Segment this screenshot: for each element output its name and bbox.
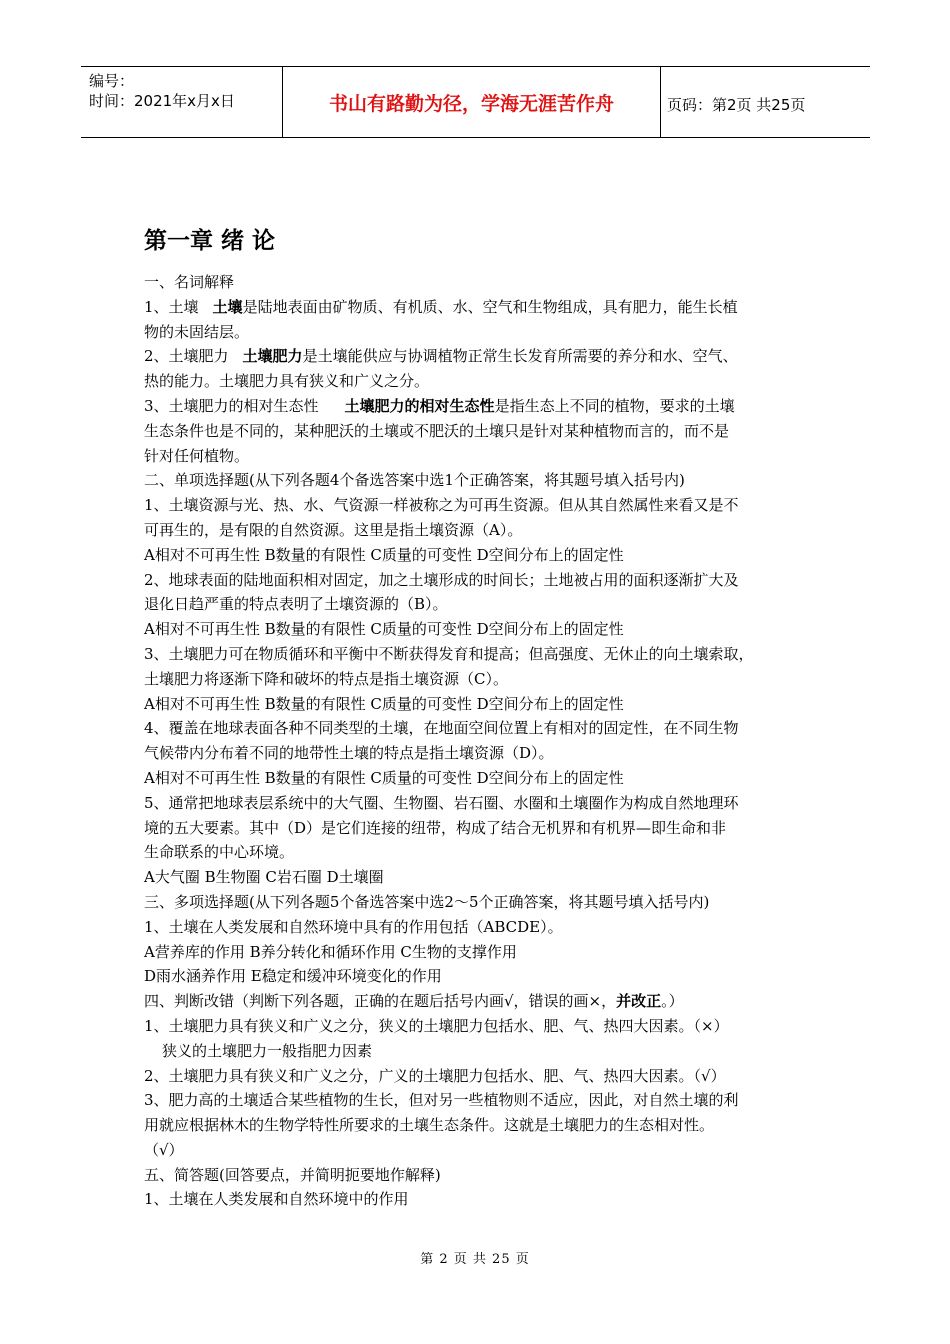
definition-3: 3、土壤肥力的相对生态性 土壤肥力的相对生态性是指生态上不同的植物，要求的土壤 xyxy=(144,396,735,415)
document-body xyxy=(144,222,824,1212)
question-text: 3、土壤肥力可在物质循环和平衡中不断获得发育和提高；但高强度、无休止的向土壤索取， xyxy=(144,644,754,663)
question-text: 2、地球表面的陆地面积相对固定，加之土壤形成的时间长；土地被占用的面积逐渐扩大及 xyxy=(144,570,739,589)
question-text: 1、土壤资源与光、热、水、气资源一样被称之为可再生资源。但从其自然属性来看又是不 xyxy=(144,496,739,515)
definition-3-cont: 生态条件也是不同的，某种肥沃的土壤或不肥沃的土壤只是针对某种植物而言的，而不是 xyxy=(144,421,730,440)
header-motto: 书山有路勤为径，学海无涯苦作舟 xyxy=(282,67,661,137)
definition-2: 2、土壤肥力 土壤肥力是土壤能供应与协调植物正常生长发育所需要的养分和水、空气、 xyxy=(144,347,738,366)
definition-3-cont: 针对任何植物。 xyxy=(144,446,250,465)
header-meta-cell xyxy=(81,67,281,137)
question-text: 土壤肥力将逐渐下降和破坏的特点是指土壤资源（C）。 xyxy=(144,669,508,688)
question-text: 4、覆盖在地球表面各种不同类型的土壤，在地面空间位置上有相对的固定性，在不同生物 xyxy=(144,719,739,738)
document-header xyxy=(81,66,870,138)
judgement-item: 1、土壤肥力具有狭义和广义之分，狭义的土壤肥力包括水、肥、气、热四大因素。（×） xyxy=(144,1016,729,1035)
page-footer: 第 2 页 共 25 页 xyxy=(420,1252,530,1267)
section-heading-single-choice: 二、单项选择题(从下列各题4个备选答案中选1个正确答案，将其题号填入括号内) xyxy=(144,471,685,490)
judgement-item: 用就应根据林木的生物学特性所要求的土壤生态条件。这就是土壤肥力的生态相对性。 xyxy=(144,1116,715,1135)
question-text: 可再生的，是有限的自然资源。这里是指土壤资源（A）。 xyxy=(144,520,523,539)
question-options: A营养库的作用 B养分转化和循环作用 C生物的支撑作用 xyxy=(144,942,517,961)
judgement-item: 2、土壤肥力具有狭义和广义之分，广义的土壤肥力包括水、肥、气、热四大因素。（√） xyxy=(144,1066,726,1085)
question-options: A相对不可再生性 B数量的有限性 C质量的可变性 D空间分布上的固定性 xyxy=(144,694,624,713)
date-label: 时间：2021年x月x日 xyxy=(89,92,235,110)
question-options: A相对不可再生性 B数量的有限性 C质量的可变性 D空间分布上的固定性 xyxy=(144,545,624,564)
question-text: 生命联系的中心环境。 xyxy=(144,843,295,862)
question-text: 境的五大要素。其中（D）是它们连接的纽带，构成了结合无机界和有机界—即生命和非 xyxy=(144,818,727,837)
definition-2-cont: 热的能力。土壤肥力具有狭义和广义之分。 xyxy=(144,372,430,391)
section-heading-judgement: 四、判断改错（判断下列各题，正确的在题后括号内画√，错误的画×，并改正。） xyxy=(144,992,684,1011)
question-options: A相对不可再生性 B数量的有限性 C质量的可变性 D空间分布上的固定性 xyxy=(144,620,624,639)
definition-1: 1、土壤 土壤是陆地表面由矿物质、有机质、水、空气和生物组成，具有肥力，能生长植 xyxy=(144,297,738,316)
question-options: D雨水涵养作用 E稳定和缓冲环境变化的作用 xyxy=(144,967,442,986)
header-page-info: 页码：第2页 共25页 xyxy=(667,96,806,114)
code-label: 编号： xyxy=(89,72,135,90)
section-heading-definitions: 一、名词解释 xyxy=(144,273,235,291)
judgement-item: （√） xyxy=(144,1140,184,1159)
question-options: A大气圈 B生物圈 C岩石圈 D土壤圈 xyxy=(144,868,384,887)
chapter-title: 第一章 绪 论 xyxy=(144,228,276,254)
section-heading-multi-choice: 三、多项选择题(从下列各题5个备选答案中选2～5个正确答案，将其题号填入括号内) xyxy=(144,892,710,911)
question-text: 1、土壤在人类发展和自然环境中具有的作用包括（ABCDE）。 xyxy=(144,917,563,936)
question-text: 退化日趋严重的特点表明了土壤资源的（B）。 xyxy=(144,595,448,614)
question-options: A相对不可再生性 B数量的有限性 C质量的可变性 D空间分布上的固定性 xyxy=(144,768,624,787)
question-text: 气候带内分布着不同的地带性土壤的特点是指土壤资源（D）。 xyxy=(144,744,554,763)
judgement-correction: 狭义的土壤肥力一般指肥力因素 xyxy=(162,1041,373,1060)
question-text: 5、通常把地球表层系统中的大气圈、生物圈、岩石圈、水圈和土壤圈作为构成自然地理环 xyxy=(144,793,739,812)
judgement-item: 3、肥力高的土壤适合某些植物的生长，但对另一些植物则不适应，因此，对自然土壤的利 xyxy=(144,1091,739,1110)
short-answer-item: 1、土壤在人类发展和自然环境中的作用 xyxy=(144,1190,409,1209)
section-heading-short-answer: 五、简答题(回答要点，并简明扼要地作解释) xyxy=(144,1165,441,1184)
definition-1-cont: 物的未固结层。 xyxy=(144,322,250,341)
